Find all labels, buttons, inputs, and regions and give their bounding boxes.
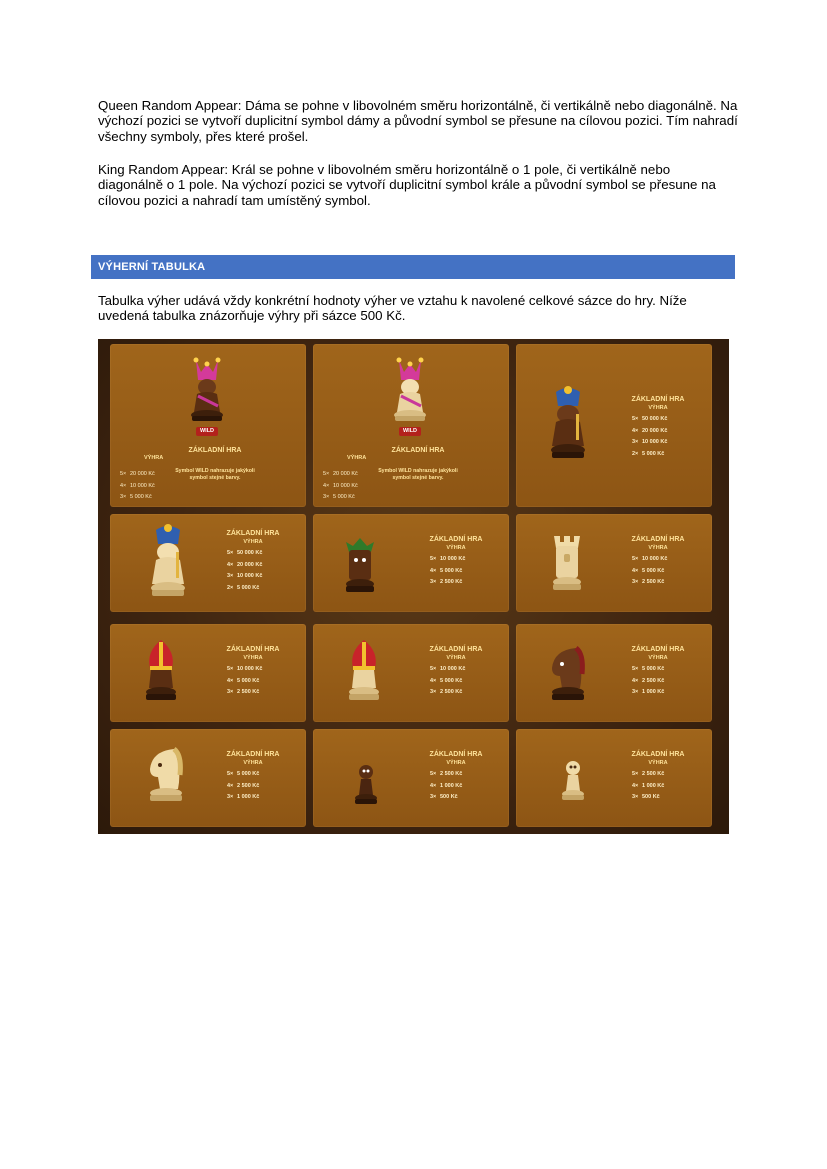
dark-pawn-icon [353, 763, 379, 807]
light-pawn-icon [560, 759, 586, 803]
base-game-label: ZÁKLADNÍ HRA [429, 646, 483, 653]
win-row: 5× 20 000 Kč [323, 471, 358, 477]
dark-rook-icon [343, 536, 377, 596]
win-list [227, 548, 279, 594]
king-random-appear-paragraph: King Random Appear: Král se pohne v libovolném směru horizontálně o 1 pole, či vertikálně nebo diagonálně o 1 pole. Na výchozí pozici se vytvoří duplicitní symbol krále a původní symbol se přesune na cílovou pozici a nahradí tam umístěný symbol. [98, 162, 716, 208]
win-row: 3× 2 500 Kč [227, 689, 260, 695]
win-row: 5× 2 500 Kč [430, 771, 463, 777]
dark-king-icon [544, 384, 592, 464]
win-row: 3× 1 000 Kč [227, 794, 260, 800]
win-info [417, 536, 495, 589]
paytable-card [313, 729, 509, 827]
win-list [632, 554, 684, 589]
win-row: 3× 500 Kč [632, 794, 660, 800]
win-row: 5× 10 000 Kč [430, 556, 466, 562]
light-knight-icon [144, 745, 186, 807]
win-info [417, 646, 495, 699]
win-label: VÝHRA [648, 545, 668, 551]
win-list [227, 769, 279, 804]
paytable-intro-paragraph: Tabulka výher udává vždy konkrétní hodnoty výher ve vztahu k navolené celkové sázce do hry. Níže uvedená tabulka znázorňuje výhry při sázce 500 Kč. [98, 293, 687, 324]
paytable-card [516, 344, 712, 507]
win-row: 3× 10 000 Kč [632, 439, 668, 445]
win-row: 3× 500 Kč [430, 794, 458, 800]
paytable-card [110, 729, 306, 827]
win-info [214, 751, 292, 804]
paytable-card [313, 514, 509, 612]
base-game-label: ZÁKLADNÍ HRA [226, 646, 280, 653]
win-label: VÝHRA [648, 655, 668, 661]
base-game-label: ZÁKLADNÍ HRA [188, 447, 242, 454]
win-info [619, 646, 697, 699]
paytable-card [313, 624, 509, 722]
win-label: VÝHRA [243, 539, 263, 545]
win-list [632, 414, 684, 460]
wild-info [373, 447, 463, 482]
win-row: 2× 5 000 Kč [227, 584, 260, 591]
paytable-image [98, 339, 729, 834]
win-list [430, 664, 482, 699]
win-row: 4× 2 500 Kč [632, 677, 665, 684]
win-row: 3× 10 000 Kč [227, 573, 263, 579]
light-queen-wild-icon [385, 356, 435, 426]
win-list [632, 769, 684, 804]
win-row: 5× 10 000 Kč [632, 556, 668, 562]
win-list [430, 769, 482, 804]
base-game-label: ZÁKLADNÍ HRA [391, 447, 445, 454]
section-header-bar [91, 255, 735, 279]
win-row: 5× 5 000 Kč [632, 666, 665, 672]
win-row: 3× 1 000 Kč [632, 689, 665, 695]
win-row: 4× 5 000 Kč [227, 677, 260, 684]
win-row: 4× 5 000 Kč [430, 567, 463, 574]
win-row: 3× 5 000 Kč [323, 494, 355, 500]
win-row: 5× 50 000 Kč [227, 550, 263, 556]
wild-badge: WILD [196, 427, 218, 436]
win-label: VÝHRA [347, 455, 367, 461]
win-row: 5× 10 000 Kč [430, 666, 466, 672]
win-row: 4× 1 000 Kč [430, 782, 463, 789]
win-row: 4× 10 000 Kč [323, 482, 358, 489]
paytable-card [110, 624, 306, 722]
paytable-card [516, 514, 712, 612]
win-label: VÝHRA [446, 655, 466, 661]
win-row: 5× 50 000 Kč [632, 416, 668, 422]
wild-description: Symbol WILD nahrazuje jakýkoli symbol stejné barvy. [175, 468, 255, 481]
wild-badge: WILD [399, 427, 421, 436]
win-label: VÝHRA [144, 455, 164, 461]
win-row: 4× 20 000 Kč [227, 561, 263, 568]
win-row: 2× 5 000 Kč [632, 450, 665, 457]
win-row: 5× 10 000 Kč [227, 666, 263, 672]
win-label: VÝHRA [648, 760, 668, 766]
win-row: 3× 2 500 Kč [430, 689, 463, 695]
win-row: 4× 20 000 Kč [632, 427, 668, 434]
win-row: 5× 5 000 Kč [227, 771, 260, 777]
section-title: VÝHERNÍ TABULKA [98, 261, 206, 273]
base-game-label: ZÁKLADNÍ HRA [631, 751, 685, 758]
base-game-label: ZÁKLADNÍ HRA [429, 751, 483, 758]
win-info [214, 646, 292, 699]
win-info [619, 751, 697, 804]
win-row: 4× 5 000 Kč [430, 677, 463, 684]
wild-info [170, 447, 260, 482]
win-row: 4× 10 000 Kč [120, 482, 155, 489]
win-info [417, 751, 495, 804]
dark-knight-icon [546, 644, 588, 704]
win-row: 3× 5 000 Kč [120, 494, 152, 500]
light-king-icon [144, 522, 192, 602]
win-label: VÝHRA [446, 545, 466, 551]
win-row: 4× 2 500 Kč [227, 782, 260, 789]
paytable-card [110, 514, 306, 612]
base-game-label: ZÁKLADNÍ HRA [429, 536, 483, 543]
wild-description: Symbol WILD nahrazuje jakýkoli symbol stejné barvy. [378, 468, 458, 481]
win-row: 3× 2 500 Kč [632, 579, 665, 585]
win-info [619, 396, 697, 460]
win-list [430, 554, 482, 589]
paytable-card [313, 344, 509, 507]
light-bishop-icon [345, 638, 383, 704]
win-row: 4× 5 000 Kč [632, 567, 665, 574]
win-info [619, 536, 697, 589]
win-row: 3× 2 500 Kč [430, 579, 463, 585]
paytable-card [516, 729, 712, 827]
base-game-label: ZÁKLADNÍ HRA [631, 536, 685, 543]
base-game-label: ZÁKLADNÍ HRA [226, 751, 280, 758]
dark-bishop-icon [142, 638, 180, 704]
win-row: 5× 2 500 Kč [632, 771, 665, 777]
base-game-label: ZÁKLADNÍ HRA [631, 396, 685, 403]
paytable-card [110, 344, 306, 507]
win-list [632, 664, 684, 699]
dark-queen-wild-icon [182, 356, 232, 426]
base-game-label: ZÁKLADNÍ HRA [631, 646, 685, 653]
paytable-card [516, 624, 712, 722]
light-rook-icon [550, 532, 584, 594]
base-game-label: ZÁKLADNÍ HRA [226, 530, 280, 537]
win-list [227, 664, 279, 699]
win-label: VÝHRA [446, 760, 466, 766]
win-label: VÝHRA [243, 760, 263, 766]
win-label: VÝHRA [648, 405, 668, 411]
win-label: VÝHRA [243, 655, 263, 661]
win-row: 4× 1 000 Kč [632, 782, 665, 789]
win-info [214, 530, 292, 594]
queen-random-appear-paragraph: Queen Random Appear: Dáma se pohne v libovolném směru horizontálně, či vertikálně nebo diagonálně. Na výchozí pozici se vytvoří duplicitní symbol dámy a původní symbol se přesune na cílovou pozici. Tím nahradí všechny symboly, přes které prošel. [98, 98, 738, 144]
win-row: 5× 20 000 Kč [120, 471, 155, 477]
